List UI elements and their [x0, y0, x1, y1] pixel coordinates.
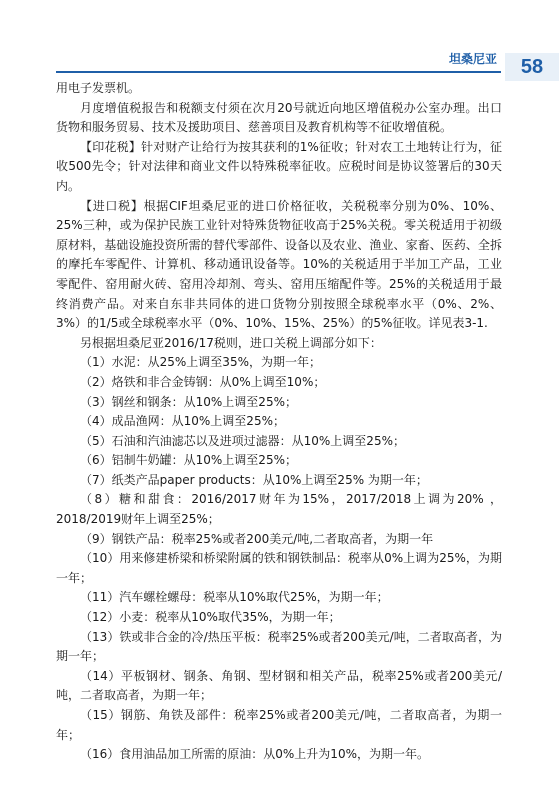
list-item: （12）小麦：税率从10%取代35%，为期一年；: [80, 610, 341, 625]
list-item: （2）烙铁和非合金铸钢：从0%上调至10%；: [80, 374, 326, 389]
list-item: （14）平板钢材、钢条、角钢、型材钢和相关产品，税率25%或者200美元/吨，二者取高者，为期一年；: [56, 668, 502, 703]
list-item: （15）钢筋、角铁及部件：税率25%或者200美元/吨，二者取高者，为期一年；: [56, 708, 502, 742]
list-item: （1）水泥：从25%上调至35%，为期一年；: [80, 355, 321, 370]
body-text: [56, 79, 502, 765]
running-header-title: 坦桑尼亚: [448, 52, 497, 66]
list-item: （11）汽车螺栓螺母：税率从10%取代25%，为期一年；: [80, 590, 389, 605]
list-item: （7）纸类产品paper products：从10%上调至25% 为期一年；: [80, 472, 428, 487]
list-item: （13）铁或非合金的冷/热压平板：税率25%或者200美元/吨，二者取高者，为期一年；: [56, 629, 502, 664]
list-item: （9）钢铁产品：税率25%或者200美元/吨,二者取高者，为期一年: [80, 531, 434, 546]
list-item: （4）成品渔网：从10%上调至25%；: [80, 414, 285, 429]
list-item: （16）食用油品加工所需的原油：从0%上升为10%，为期一年。: [80, 747, 429, 762]
list-item: （8）糖和甜食：2016/2017财年为15%，2017/2018上调为20% ，2018/2019财年上调至25%；: [56, 492, 502, 527]
list-item: （10）用来修建桥梁和桥梁附属的铁和钢铁制品：税率从0%上调为25%，为期一年；: [56, 551, 502, 585]
page-number: 58: [505, 53, 559, 81]
paragraph-import-tax: 【进口税】根据CIF坦桑尼亚的进口价格征收，关税税率分别为0%、10%、25%三种，或为保护民族工业针对特殊货物征收高于25%关税。零关税适用于初级原材料，基础设施投资所需的替代零部件、设备以及农业、渔业、家畜、医药、全拆的摩托车零配件、计算机、移动通讯设备等。10%的关税适用于半加工产品，工业零配件、窑用耐火砖、窑用冷却剂、弯头、窑用压缩配件等。25%的关税适用于最终消费产品。对来自东非共同体的进口货物分别按照全球税率水平（0%、2%、3%）的1/5或全球税率水平（0%、10%、15%、25%）的5%征收。详见表3-1.: [56, 198, 502, 331]
list-item: （3）钢丝和钢条：从10%上调至25%；: [80, 394, 297, 409]
paragraph: 另根据坦桑尼亚2016/17税则，进口关税上调部分如下：: [80, 335, 382, 350]
list-item: （6）铝制牛奶罐：从10%上调至25%；: [80, 453, 297, 468]
paragraph-stamp-duty: 【印花税】针对财产让给行为按其获利的1%征收；针对农工土地转让行为，征收500先令；针对法律和商业文件以特殊税率征收。应税时间是协议签署后的30天内。: [56, 139, 502, 193]
list-item: （5）石油和汽油滤芯以及进项过滤器：从10%上调至25%；: [80, 433, 405, 448]
paragraph: 月度增值税报告和税额支付须在次月20号就近向地区增值税办公室办理。出口货物和服务贸易、技术及援助项目、慈善项目及教育机构等不征收增值税。: [56, 100, 502, 135]
paragraph: 用电子发票机。: [56, 81, 141, 95]
header-divider: [56, 71, 501, 73]
